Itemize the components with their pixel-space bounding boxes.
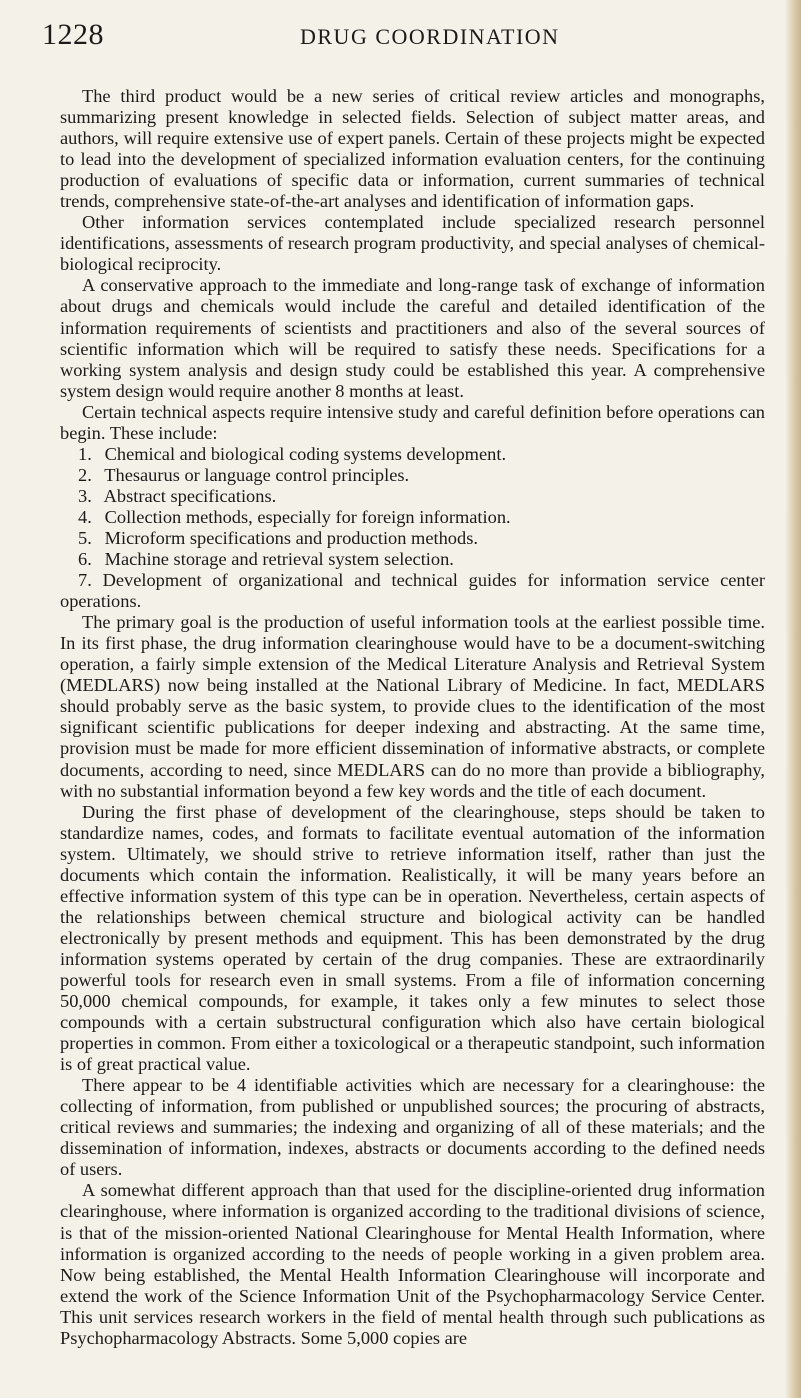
body-text (60, 86, 765, 1349)
list-item-number: 5. (78, 527, 92, 548)
list-item-text: Microform specifications and production methods. (104, 527, 478, 548)
page-number: 1228 (42, 18, 104, 51)
list-item-text: Thesaurus or language control principles. (104, 464, 410, 485)
list-item-number: 1. (78, 443, 92, 464)
paragraph: A conservative approach to the immediate and long-range task of exchange of information about drugs and chemicals would include the careful and detailed identification of the information requirements of scientists and practitioners and also of the several sources of scientific information which will be required to satisfy these needs. Specifications for a working system analysis and design study could be established this year. A comprehensive system design would require another 8 months at least. (60, 275, 765, 401)
list-item-text: Development of organizational and technical guides for information service center operations. (60, 570, 765, 612)
list-item-number: 4. (78, 506, 92, 527)
list-item (60, 570, 765, 612)
list-item-number: 6. (78, 549, 92, 570)
list-item-number: 7. (78, 570, 92, 591)
list-item (60, 444, 765, 465)
list-item (60, 507, 765, 528)
paragraph: There appear to be 4 identifiable activities which are necessary for a clearinghouse: the collecting of information, from published or unpublished sources; the procuring of abstracts, critical reviews and summaries; the indexing and organizing of all of these materials; and the dissemination of information, indexes, abstracts or documents according to the defined needs of users. (60, 1075, 765, 1180)
list-item (60, 549, 765, 570)
list-item-text: Collection methods, especially for foreign information. (104, 506, 511, 527)
paragraph: During the first phase of development of the clearinghouse, steps should be taken to standardize names, codes, and formats to facilitate eventual automation of the information system. Ultimately, we should strive to retrieve information itself, rather than just the documents which contain the information. Realistically, it will be many years before an effective information system of this type can be in operation. Nevertheless, certain aspects of the relationships between chemical structure and biological activity can be handled electronically by present methods and equipment. This has been demonstrated by the drug information systems operated by certain of the drug companies. These are extraordinarily powerful tools for research even in small systems. From a file of information concerning 50,000 chemical compounds, for example, it takes only a few minutes to select those compounds with a certain substructural configuration which also have certain biological properties in common. From either a toxicological or a therapeutic standpoint, such information is of great practical value. (60, 801, 765, 1075)
paragraph: Other information services contemplated include specialized research personnel identifications, assessments of research program productivity, and special analyses of chemical-biological reciprocity. (60, 212, 765, 275)
paragraph: A somewhat different approach than that used for the discipline-oriented drug information clearinghouse, where information is organized according to the traditional divisions of science, is that of the mission-oriented National Clearinghouse for Mental Health Information, where information is organized according to the needs of people working in a given problem area. Now being established, the Mental Health Information Clearinghouse will incorporate and extend the work of the Science Information Unit of the Psychopharmacology Service Center. This unit services research workers in the field of mental health through such publications as Psychopharmacology Abstracts. Some 5,000 copies are (60, 1180, 765, 1348)
list-item-text: Abstract specifications. (103, 485, 277, 506)
list-item (60, 465, 765, 486)
list-item (60, 486, 765, 507)
page-edge-shadow (785, 0, 801, 1398)
list-item-text: Chemical and biological coding systems development. (104, 443, 507, 464)
list-item (60, 528, 765, 549)
paragraph: The third product would be a new series of critical review articles and monographs, summarizing present knowledge in selected fields. Selection of subject matter areas, and authors, will require extensive use of expert panels. Certain of these projects might be expected to lead into the development of specialized information evaluation centers, for the continuing production of evaluations of specific data or information, current summaries of technical trends, comprehensive state-of-the-art analyses and identification of information gaps. (60, 86, 765, 212)
list-item-text: Machine storage and retrieval system selection. (104, 549, 454, 570)
list-item-number: 3. (78, 485, 92, 506)
paragraph: The primary goal is the production of useful information tools at the earliest possible time. In its first phase, the drug information clearinghouse would have to be a document-switching operation, a fairly simple extension of the Medical Literature Analysis and Retrieval System (MEDLARS) now being installed at the National Library of Medicine. In fact, MEDLARS should probably serve as the basic system, to provide clues to the identification of the most significant scientific publications for deeper indexing and abstracting. At the same time, provision must be made for more efficient dissemination of informative abstracts, or complete documents, according to need, since MEDLARS can do no more than provide a bibliography, with no substantial information beyond a few key words and the title of each document. (60, 612, 765, 801)
paragraph: Certain technical aspects require intensive study and careful definition before operations can begin. These include: (60, 401, 765, 443)
numbered-list (60, 444, 765, 612)
list-item-number: 2. (78, 464, 92, 485)
page-header (42, 18, 762, 58)
running-head: DRUG COORDINATION (300, 24, 560, 49)
